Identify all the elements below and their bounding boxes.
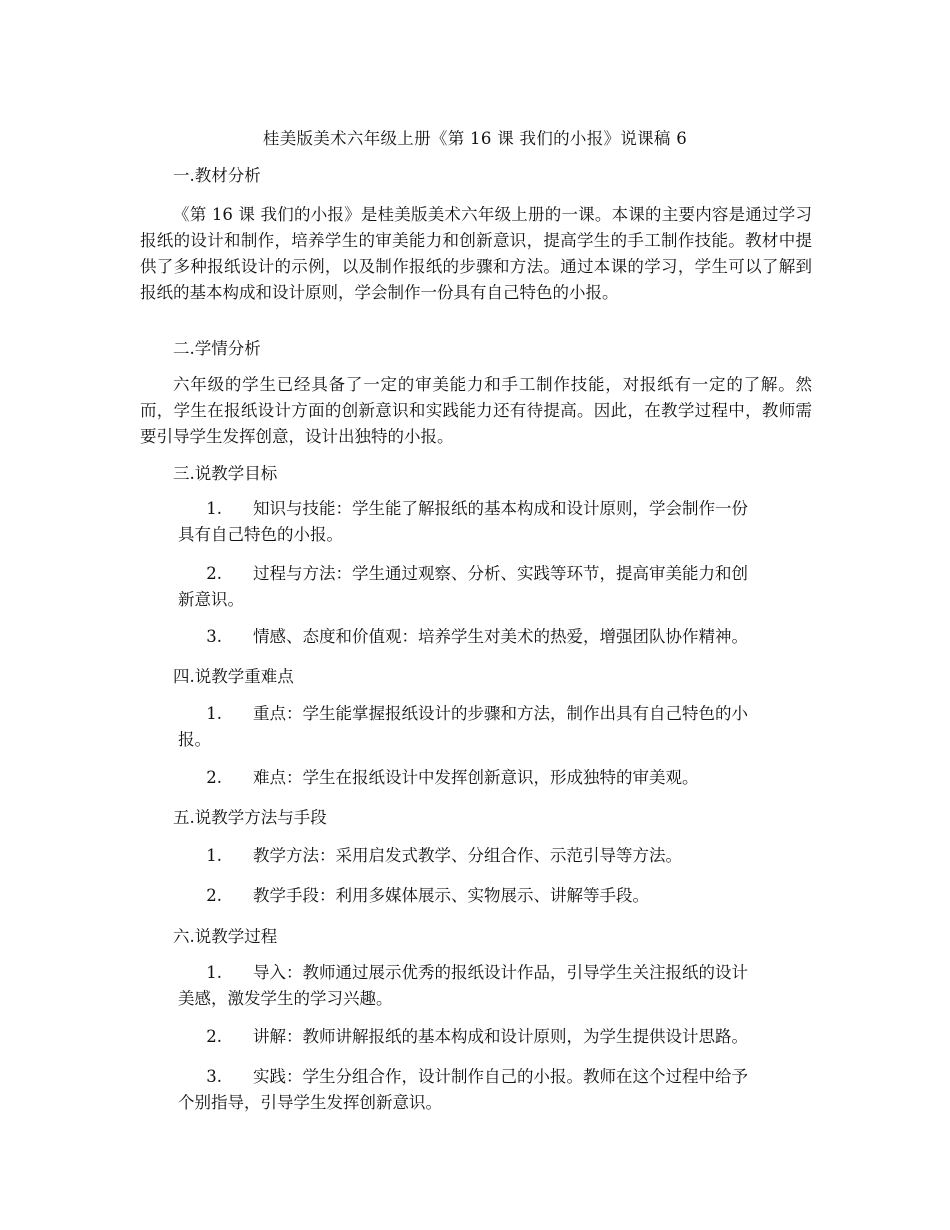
list-item [178,624,812,650]
list-item-number: 2. [206,564,222,583]
list-item-line: 导入：教师通过展示优秀的报纸设计作品，引导学生关注报纸的设计 [253,963,748,982]
list-item [178,960,812,1012]
list-item-number: 2. [206,1027,222,1046]
section-heading: 二.学情分析 [173,339,261,358]
list-item [178,1024,812,1050]
section-heading: 五.说教学方法与手段 [173,808,327,827]
list-item [178,496,812,548]
list-item [178,701,812,753]
list-item-line: 讲解：教师讲解报纸的基本构成和设计原则，为学生提供设计思路。 [253,1027,748,1046]
list-item-line: 重点：学生能掌握报纸设计的步骤和方法，制作出具有自己特色的小 [253,704,748,723]
list-item-number: 1. [206,846,222,865]
list-item [178,765,812,791]
list-item-number: 2. [206,886,222,905]
list-item [178,561,812,613]
list-item-line: 过程与方法：学生通过观察、分析、实践等环节，提高审美能力和创 [253,564,748,583]
list-item-line: 个别指导，引导学生发挥创新意识。 [178,1093,442,1112]
list-item-line: 具有自己特色的小报。 [178,525,343,544]
section-heading: 三.说教学目标 [173,464,278,483]
section-paragraph: 《第 16 课 我们的小报》是桂美版美术六年级上册的一课。本课的主要内容是通过学习报纸的设计和制作，培养学生的审美能力和创新意识，提高学生的手工制作技能。教材中提供了多种报纸设计的示例，以及制作报纸的步骤和方法。通过本课的学习，学生可以了解到报纸的基本构成和设计原则，学会制作一份具有自己特色的小报。 [140,205,812,302]
list-item-line: 难点：学生在报纸设计中发挥创新意识，形成独特的审美观。 [253,768,699,787]
list-item-number: 2. [206,768,222,787]
list-item-line: 教学手段：利用多媒体展示、实物展示、讲解等手段。 [253,886,649,905]
document-title: 桂美版美术六年级上册《第 16 课 我们的小报》说课稿 6 [262,129,688,148]
list-item-line: 美感，激发学生的学习兴趣。 [178,989,393,1008]
section-heading: 六.说教学过程 [173,927,278,946]
section-heading: 四.说教学重难点 [173,667,294,686]
list-item-line: 情感、态度和价值观：培养学生对美术的热爱，增强团队协作精神。 [253,627,748,646]
list-item-number: 1. [206,704,222,723]
list-item [178,883,812,909]
section-paragraph: 六年级的学生已经具备了一定的审美能力和手工制作技能，对报纸有一定的了解。然而，学生在报纸设计方面的创新意识和实践能力还有待提高。因此，在教学过程中，教师需要引导学生发挥创意，设计出独特的小报。 [140,375,812,446]
list-item-number: 1. [206,963,222,982]
list-item-line: 教学方法：采用启发式教学、分组合作、示范引导等方法。 [253,846,682,865]
list-item-number: 1. [206,499,222,518]
list-item-number: 3. [206,627,222,646]
section-heading: 一.教材分析 [173,166,261,185]
list-item-number: 3. [206,1067,222,1086]
list-item-line: 知识与技能：学生能了解报纸的基本构成和设计原则，学会制作一份 [253,499,748,518]
list-item [178,1064,812,1116]
list-item [178,843,812,869]
list-item-line: 报。 [178,730,211,749]
list-item-line: 实践：学生分组合作，设计制作自己的小报。教师在这个过程中给予 [253,1067,748,1086]
list-item-line: 新意识。 [178,590,244,609]
